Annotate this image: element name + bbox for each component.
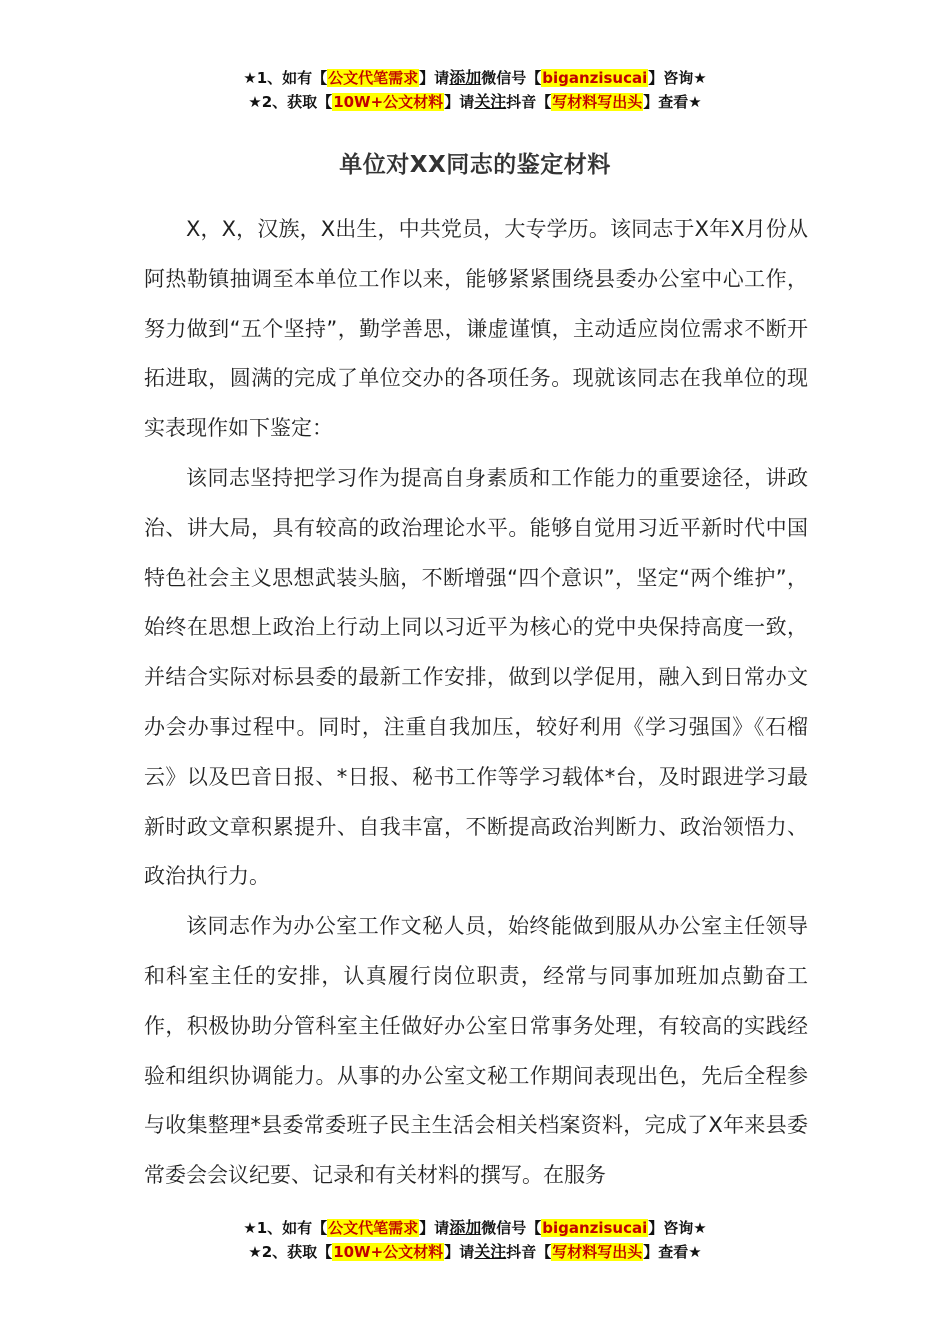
banner-douyin-id: 写材料写出头 (552, 93, 643, 111)
bottom-banner (0, 1216, 950, 1264)
top-banner (0, 66, 950, 114)
banner-douyin-id: 写材料写出头 (552, 1243, 643, 1261)
banner-underlined: 关注 (474, 92, 507, 111)
banner-text: 】请 (444, 93, 475, 111)
banner-wechat-id: biganzisucai (542, 1219, 648, 1237)
banner-text: 】查看★ (643, 1243, 702, 1261)
banner-text: 微信号【 (481, 1219, 542, 1237)
banner-text: ★2、获取【 (248, 1243, 333, 1261)
paragraph: 该同志作为办公室工作文秘人员，始终能做到服从办公室主任领导和科室主任的安排，认真履行岗位职责，经常与同事加班加点勤奋工作，积极协助分管科室主任做好办公室日常事务处理，有较高的实践经验和组织协调能力。从事的办公室文秘工作期间表现出色，先后全程参与收集整理*县委常委班子民主生活会相关档案资料，完成了X年来县委常委会会议纪要、记录和有关材料的撰写。在服务 (144, 914, 808, 1188)
banner-line-1 (0, 1216, 950, 1240)
banner-highlight: 10W+公文材料 (333, 93, 444, 111)
banner-text: 】咨询★ (648, 69, 707, 87)
banner-text: ★1、如有【 (243, 1219, 328, 1237)
banner-text: ★1、如有【 (243, 69, 328, 87)
banner-highlight: 公文代笔需求 (328, 69, 419, 87)
banner-highlight: 10W+公文材料 (333, 1243, 444, 1261)
document-title: 单位对XX同志的鉴定材料 (339, 152, 611, 178)
banner-underlined: 添加 (449, 1218, 482, 1237)
banner-underlined: 添加 (449, 68, 482, 87)
banner-text: 抖音【 (506, 93, 552, 111)
banner-highlight: 公文代笔需求 (328, 1219, 419, 1237)
banner-line-2 (0, 1240, 950, 1264)
paragraph: X，X，汉族，X出生，中共党员，大专学历。该同志于X年X月份从阿热勒镇抽调至本单位工作以来，能够紧紧围绕县委办公室中心工作，努力做到“五个坚持”，勤学善思，谦虚谨慎，主动适应岗位需求不断开拓进取，圆满的完成了单位交办的各项任务。现就该同志在我单位的现实表现作如下鉴定： (144, 217, 808, 441)
banner-text: 】咨询★ (648, 1219, 707, 1237)
banner-text: 】请 (419, 1219, 450, 1237)
banner-text: ★2、获取【 (248, 93, 333, 111)
banner-line-2 (0, 90, 950, 114)
banner-text: 】请 (444, 1243, 475, 1261)
document-body (144, 205, 808, 1201)
banner-wechat-id: biganzisucai (542, 69, 648, 87)
banner-text: 】查看★ (643, 93, 702, 111)
banner-underlined: 关注 (474, 1242, 507, 1261)
banner-text: 微信号【 (481, 69, 542, 87)
banner-line-1 (0, 66, 950, 90)
paragraph: 该同志坚持把学习作为提高自身素质和工作能力的重要途径，讲政治、讲大局，具有较高的政治理论水平。能够自觉用习近平新时代中国特色社会主义思想武装头脑，不断增强“四个意识”，坚定“两个维护”，始终在思想上政治上行动上同以习近平为核心的党中央保持高度一致，并结合实际对标县委的最新工作安排，做到以学促用，融入到日常办文办会办事过程中。同时，注重自我加压，较好利用《学习强国》《石榴云》以及巴音日报、*日报、秘书工作等学习载体*台，及时跟进学习最新时政文章积累提升、自我丰富，不断提高政治判断力、政治领悟力、政治执行力。 (144, 465, 808, 889)
banner-text: 】请 (419, 69, 450, 87)
banner-text: 抖音【 (506, 1243, 552, 1261)
